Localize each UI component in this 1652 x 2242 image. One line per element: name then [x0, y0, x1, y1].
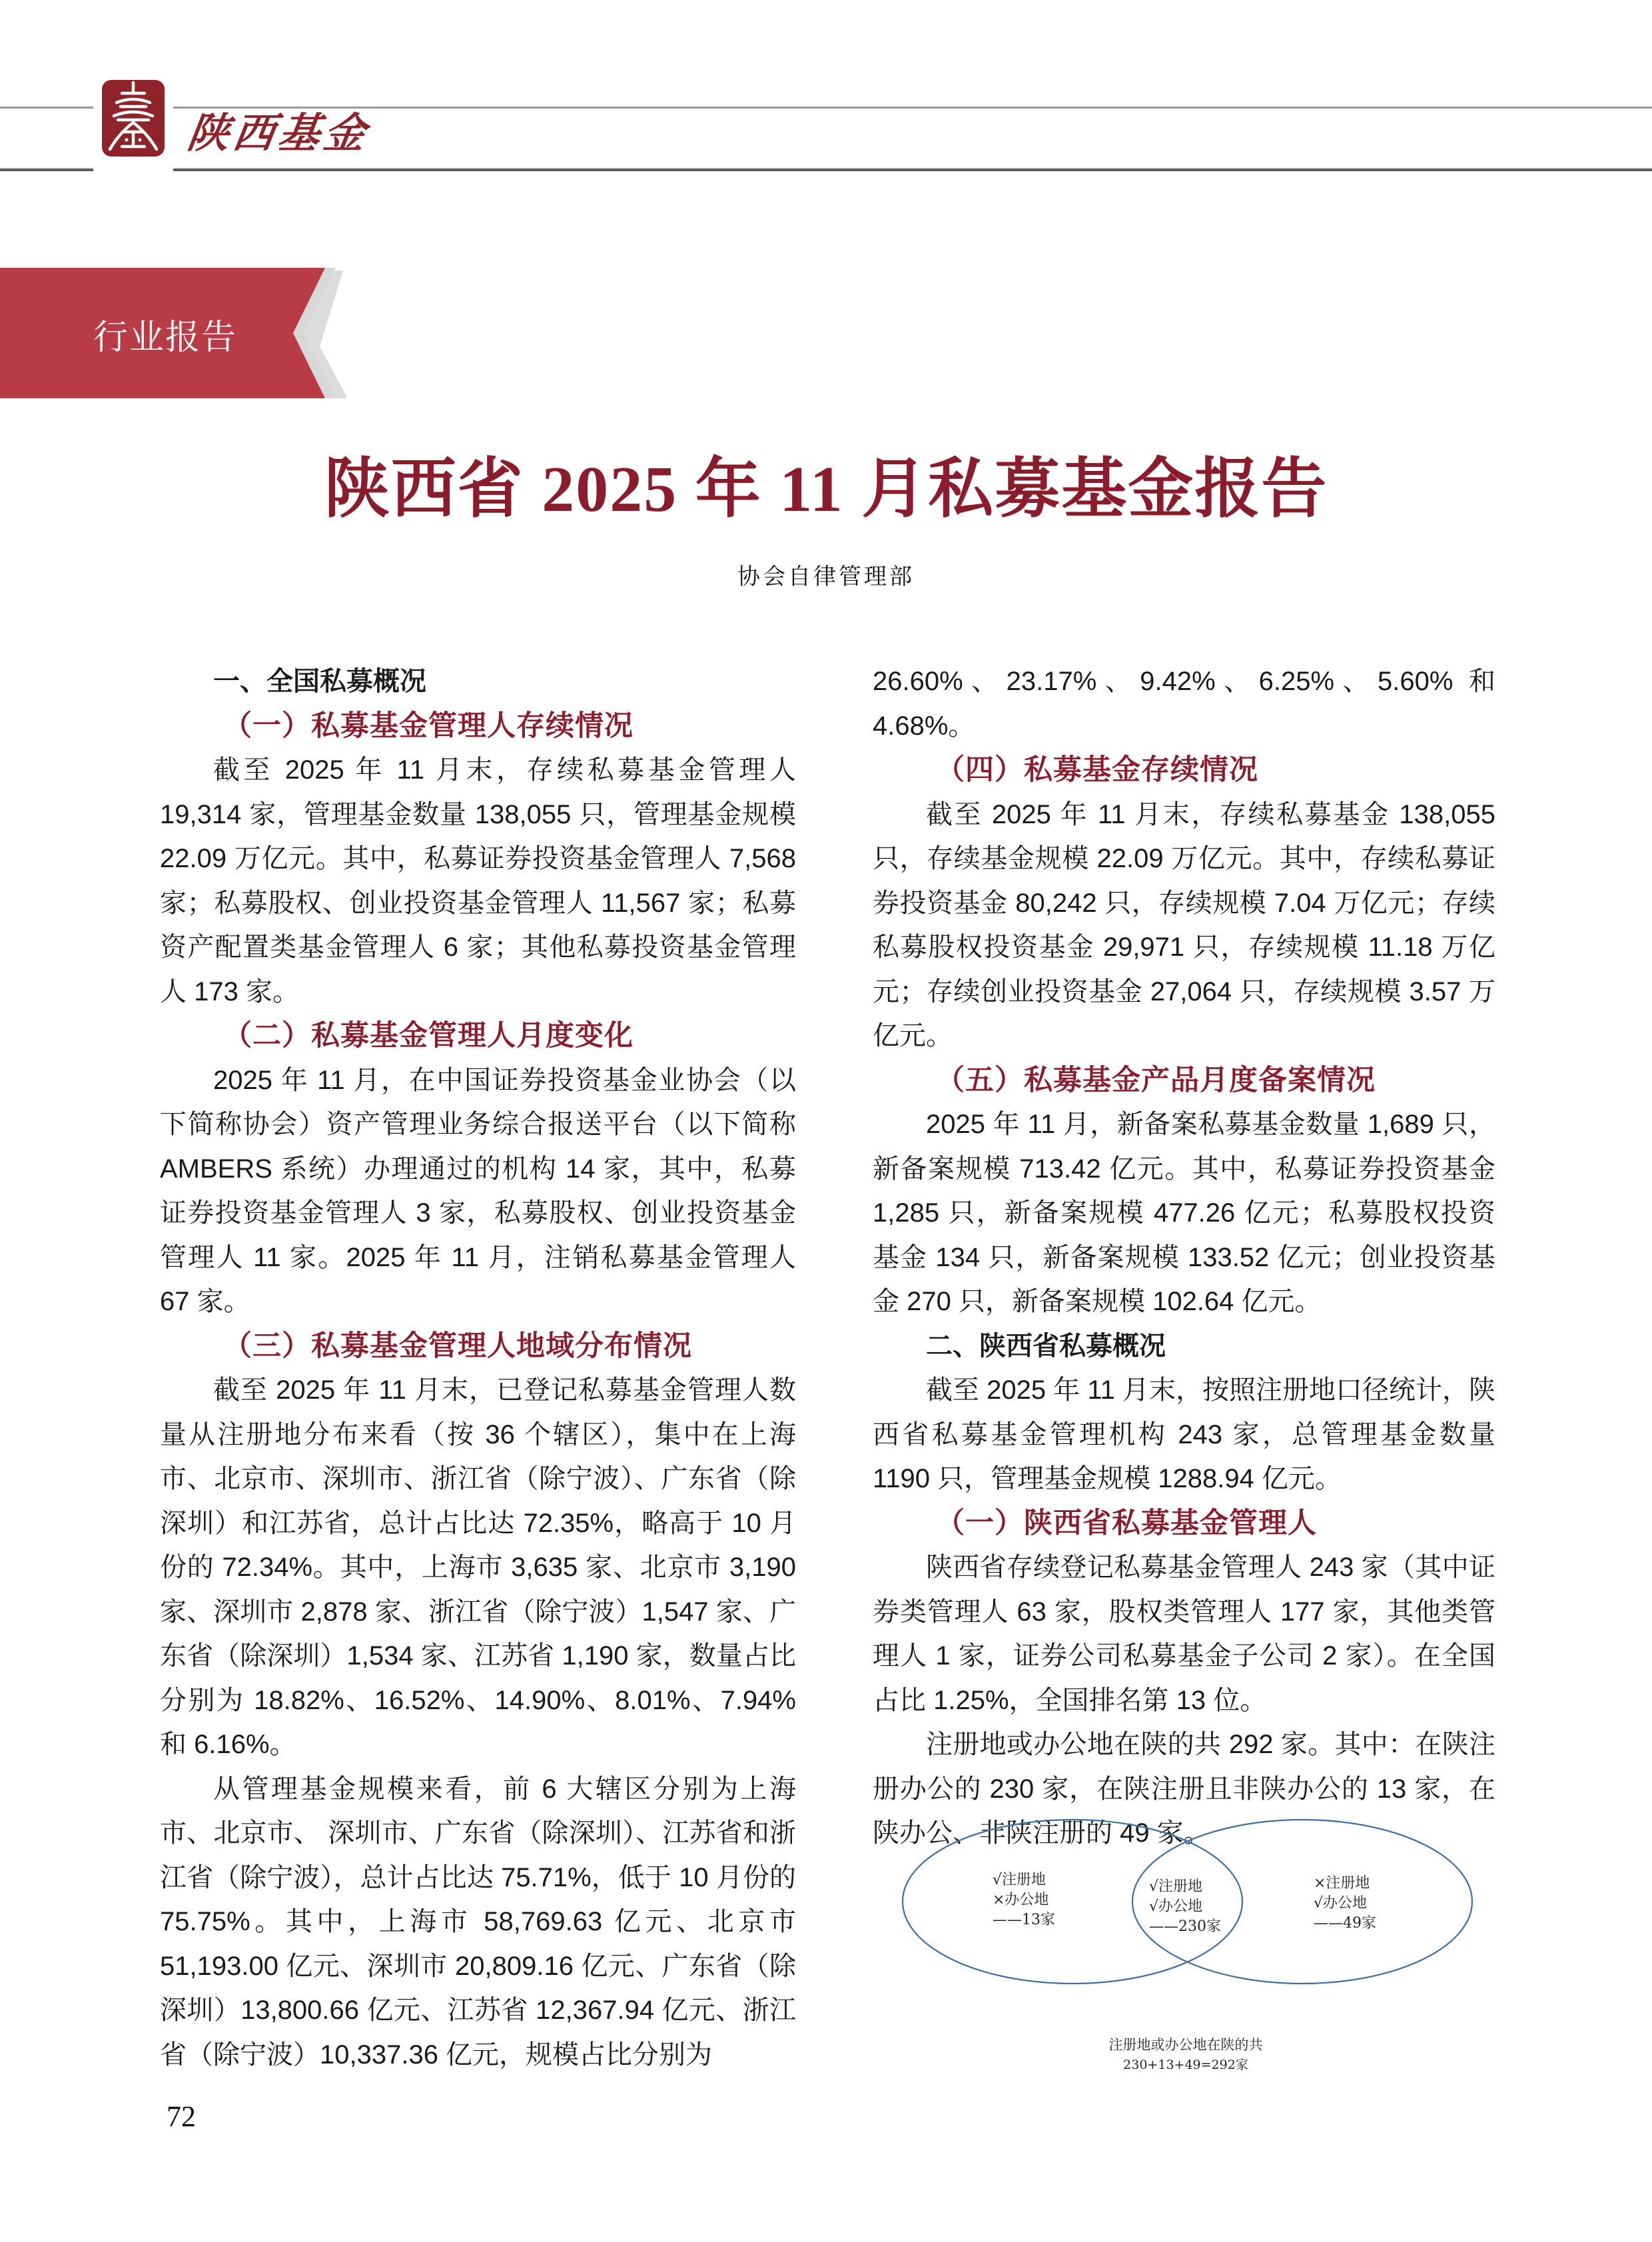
venn-label-left	[993, 1870, 1055, 1930]
pagoda-seal-logo-icon	[102, 80, 165, 157]
header-rule-bottom	[0, 168, 1652, 171]
subsection-heading: （二）私募基金管理人月度变化	[223, 1020, 633, 1052]
venn-center-count: ——230家	[1149, 1918, 1221, 1935]
brand-name: 陕西基金	[185, 109, 373, 157]
paragraph: 从管理基金规模来看，前 6 大辖区分别为上海市、北京市、 深圳市、广东省（除深圳）、江苏省和浙江省（除宁波），总计占比达 75.71%，低于 10 月份的 75.75%。其中，上海市 58,769.63 亿元、北京市 51,193.00 亿元、深圳市 20,809.16 亿元、广东省（除深圳）13,800.66 亿元、江苏省 12,367.94 亿元、浙江省（除宁波）10,337.36 亿元，规模占比分别为	[160, 1774, 796, 2069]
section-heading: 一、全国私募概况	[213, 667, 426, 696]
paragraph: 注册地或办公地在陕的共 292 家。其中：在陕注册办公的 230 家，在陕注册且非陕办公的 13 家，在陕办公、非陕注册的 49 家。	[873, 1730, 1495, 1848]
paragraph: 截至 2025 年 11 月末，已登记私募基金管理人数量从注册地分布来看（按 36 个辖区），集中在上海市、北京市、深圳市、浙江省（除宁波）、广东省（除深圳）和江苏省，总计占比达 72.35%，略高于 10 月份的 72.34%。其中，上海市 3,635 家、北京市 3,190 家、深圳市 2,878 家、浙江省（除宁波）1,547 家、广东省（除深圳）1,534 家、江苏省 1,190 家，数量占比分别为 18.82%、16.52%、14.90%、8.01%、7.94% 和 6.16%。	[160, 1375, 796, 1759]
article-title: 陕西省 2025 年 11 月私募基金报告	[324, 454, 1328, 526]
venn-left-count: ——13家	[993, 1912, 1055, 1928]
category-banner	[0, 268, 346, 398]
section-heading: 二、陕西省私募概况	[926, 1331, 1166, 1361]
subsection-heading: （一）私募基金管理人存续情况	[223, 709, 633, 742]
venn-label-right	[1314, 1874, 1376, 1934]
subsection-heading: （四）私募基金存续情况	[936, 754, 1258, 786]
venn-left-line1: √注册地	[993, 1872, 1046, 1888]
venn-right-line1: ×注册地	[1314, 1875, 1370, 1892]
paragraph: 截至 2025 年 11 月末，存续私募基金管理人 19,314 家，管理基金数量 138,055 只，管理基金规模 22.09 万亿元。其中，私募证券投资基金管理人 7,568 家；私募股权、创业投资基金管理人 11,567 家；私募资产配置类基金管理人 6 家；其他私募投资基金管理人 173 家。	[160, 755, 796, 1006]
venn-caption-line1: 注册地或办公地在陕的共	[1108, 2037, 1263, 2053]
right-column	[873, 659, 1495, 1856]
article-author: 协会自律管理部	[737, 563, 915, 590]
left-column	[160, 659, 796, 2077]
venn-center-line1: √注册地	[1149, 1878, 1203, 1895]
paragraph-continued: 26.60%、23.17%、9.42%、6.25%、5.60% 和 4.68%。	[873, 667, 1495, 741]
paragraph: 截至 2025 年 11 月末，按照注册地口径统计，陕西省私募基金管理机构 243 家，总管理基金数量 1190 只，管理基金规模 1288.94 亿元。	[873, 1375, 1495, 1493]
paragraph: 截至 2025 年 11 月末，存续私募基金 138,055 只，存续基金规模 22.09 万亿元。其中，存续私募证券投资基金 80,242 只，存续规模 7.04 万亿元；存续私募股权投资基金 29,971 只，存续规模 11.18 万亿元；存续创业投资基金 27,064 只，存续规模 3.57 万亿元。	[873, 799, 1495, 1050]
venn-center-line2: √办公地	[1149, 1898, 1203, 1915]
subsection-heading: （五）私募基金产品月度备案情况	[936, 1064, 1376, 1096]
paragraph: 陕西省存续登记私募基金管理人 243 家（其中证券类管理人 63 家，股权类管理人 177 家，其他类管理人 1 家，证券公司私募基金子公司 2 家）。在全国占比 1.25%，全国排名第 13 位。	[873, 1553, 1495, 1715]
paragraph: 2025 年 11 月，新备案私募基金数量 1,689 只，新备案规模 713.42 亿元。其中，私募证券投资基金 1,285 只，新备案规模 477.26 亿元；私募股权投资基金 134 只，新备案规模 133.52 亿元；创业投资基金 270 只，新备案规模 102.64 亿元。	[873, 1110, 1495, 1316]
venn-left-line2: ×办公地	[993, 1892, 1049, 1908]
paragraph: 2025 年 11 月，在中国证券投资基金业协会（以下简称协会）资产管理业务综合报送平台（以下简称 AMBERS 系统）办理通过的机构 14 家，其中，私募证券投资基金管理人 3 家，私募股权、创业投资基金管理人 11 家。2025 年 11 月，注销私募基金管理人 67 家。	[160, 1065, 796, 1316]
subsection-heading: （三）私募基金管理人地域分布情况	[223, 1329, 692, 1362]
venn-right-line2: √办公地	[1314, 1895, 1368, 1912]
venn-caption-line2: 230+13+49=292家	[1123, 2057, 1248, 2072]
venn-label-center	[1149, 1877, 1221, 1937]
page-number: 72	[167, 2100, 196, 2133]
venn-diagram	[893, 1798, 1479, 2091]
subsection-heading: （一）陕西省私募基金管理人	[936, 1507, 1317, 1539]
venn-right-count: ——49家	[1314, 1915, 1376, 1932]
category-label: 行业报告	[93, 318, 238, 357]
